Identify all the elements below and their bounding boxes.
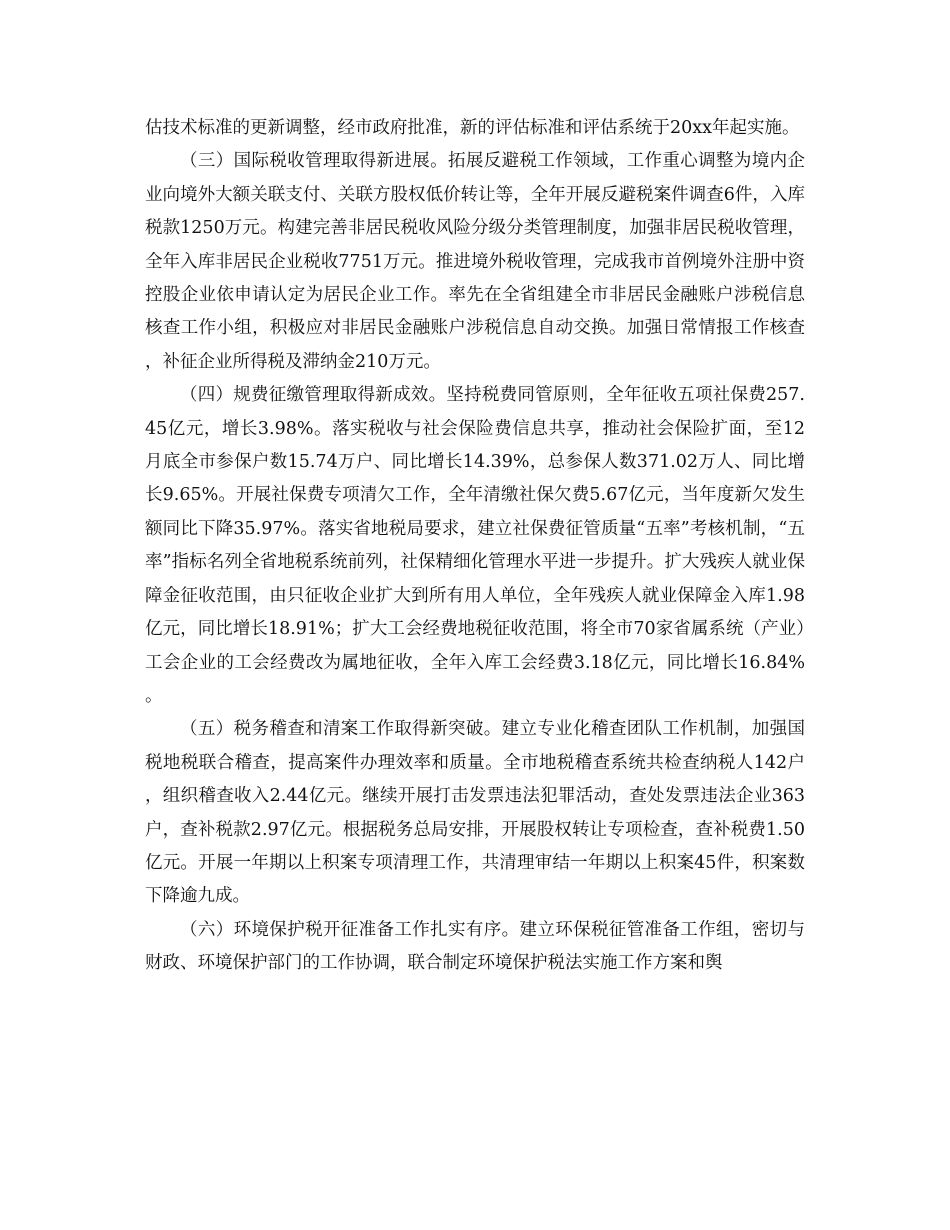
paragraph-continuation: 估技术标准的更新调整，经市政府批准，新的评估标准和评估系统于20xx年起实施。	[145, 118, 800, 138]
paragraph-fee-collection: （四）规费征缴管理取得新成效。坚持税费同管原则，全年征收五项社保费257.45亿元，增长3.98%。落实税收与社会保险费信息共享，推动社会保险扩面，至12月底全市参保户数15.74万户、同比增长14.39%，总参保人数371.02万人、同比增长9.65%。开展社保费专项清欠工作，全年清缴社保欠费5.67亿元，当年度新欠发生额同比下降35.97%。落实省地税局要求，建立社保费征管质量“五率”考核机制，“五率”指标名列全省地税系统前列，社保精细化管理水平进一步提升。扩大残疾人就业保障金征收范围，由只征收企业扩大到所有用人单位，全年残疾人就业保障金入库1.98亿元，同比增长18.91%；扩大工会经费地税征收范围，将全市70家省属系统（产业）工会企业的工会经费改为属地征收，全年入库工会经费3.18亿元，同比增长16.84%。	[145, 385, 805, 706]
paragraph-tax-inspection: （五）税务稽查和清案工作取得新突破。建立专业化稽查团队工作机制，加强国税地税联合稽查，提高案件办理效率和质量。全市地税稽查系统共检查纳税人142户，组织稽查收入2.44亿元。继续开展打击发票违法犯罪活动，查处发票违法企业363户，查补税款2.97亿元。根据税务总局安排，开展股权转让专项检查，查补税费1.50亿元。开展一年期以上积案专项清理工作，共清理审结一年期以上积案45件，积案数下降逾九成。	[145, 719, 805, 907]
paragraph-international-tax: （三）国际税收管理取得新进展。拓展反避税工作领域，工作重心调整为境内企业向境外大额关联支付、关联方股权低价转让等，全年开展反避税案件调查6件，入库税款1250万元。构建完善非居民税收风险分级分类管理制度，加强非居民税收管理，全年入库非居民企业税收7751万元。推进境外税收管理，完成我市首例境外注册中资控股企业依申请认定为居民企业工作。率先在全省组建全市非居民金融账户涉税信息核查工作小组，积极应对非居民金融账户涉税信息自动交换。加强日常情报工作核查，补征企业所得税及滞纳金210万元。	[145, 151, 805, 372]
document-body	[145, 112, 805, 981]
paragraph-environmental-tax: （六）环境保护税开征准备工作扎实有序。建立环保税征管准备工作组，密切与财政、环境保护部门的工作协调，联合制定环境保护税法实施工作方案和舆	[145, 919, 805, 974]
